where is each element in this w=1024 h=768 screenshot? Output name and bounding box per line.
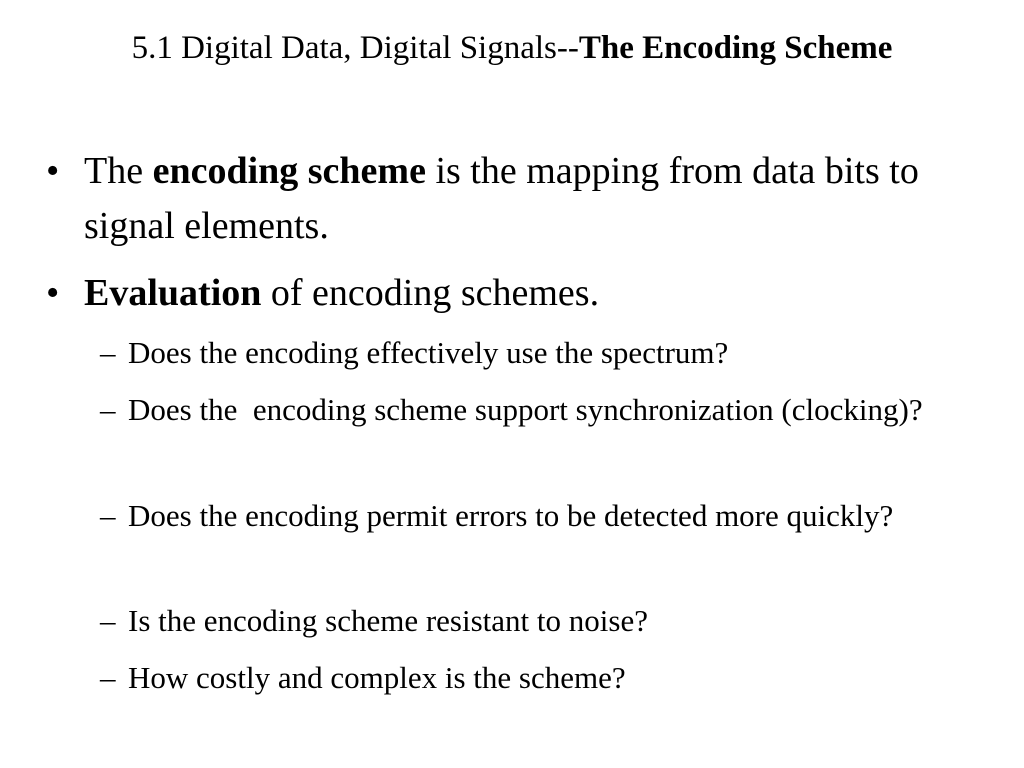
sub-bullet-errors (100, 493, 980, 538)
sub-bullet-noise (100, 598, 980, 643)
bullet-text (84, 144, 976, 254)
bullet-evaluation (46, 266, 976, 321)
dash-icon: – (100, 335, 116, 370)
sub-bullet-text: Does the encoding scheme support synchronization (clocking)? (128, 392, 923, 427)
bullet-text-post: is the mapping from data bits to signal elements. (84, 150, 919, 247)
slide-title (60, 26, 964, 71)
sub-bullet-text: How costly and complex is the scheme? (128, 660, 626, 695)
bullet-text-post: of encoding schemes. (261, 272, 600, 314)
sub-bullet-synchronization (100, 387, 980, 432)
dash-icon: – (100, 660, 116, 695)
bullet-text-bold: Evaluation (84, 272, 262, 314)
bullet-text (84, 266, 976, 321)
sub-bullet-text: Does the encoding effectively use the spectrum? (128, 335, 729, 370)
bullet-text-bold: encoding scheme (152, 150, 426, 192)
sub-bullet-cost (100, 655, 980, 700)
sub-bullet-text: Is the encoding scheme resistant to noise? (128, 603, 648, 638)
dash-icon: – (100, 498, 116, 533)
bullet-dot-icon: • (46, 150, 60, 192)
sub-bullet-spectrum (100, 330, 980, 375)
sub-bullet-text: Does the encoding permit errors to be detected more quickly? (128, 498, 894, 533)
dash-icon: – (100, 392, 116, 427)
bullet-encoding-scheme (46, 144, 976, 254)
bullet-text-pre: The (84, 150, 153, 192)
bullet-dot-icon: • (46, 272, 60, 314)
slide-title-plain: 5.1 Digital Data, Digital Signals-- (131, 30, 579, 66)
slide-title-bold: The Encoding Scheme (578, 30, 893, 66)
dash-icon: – (100, 603, 116, 638)
